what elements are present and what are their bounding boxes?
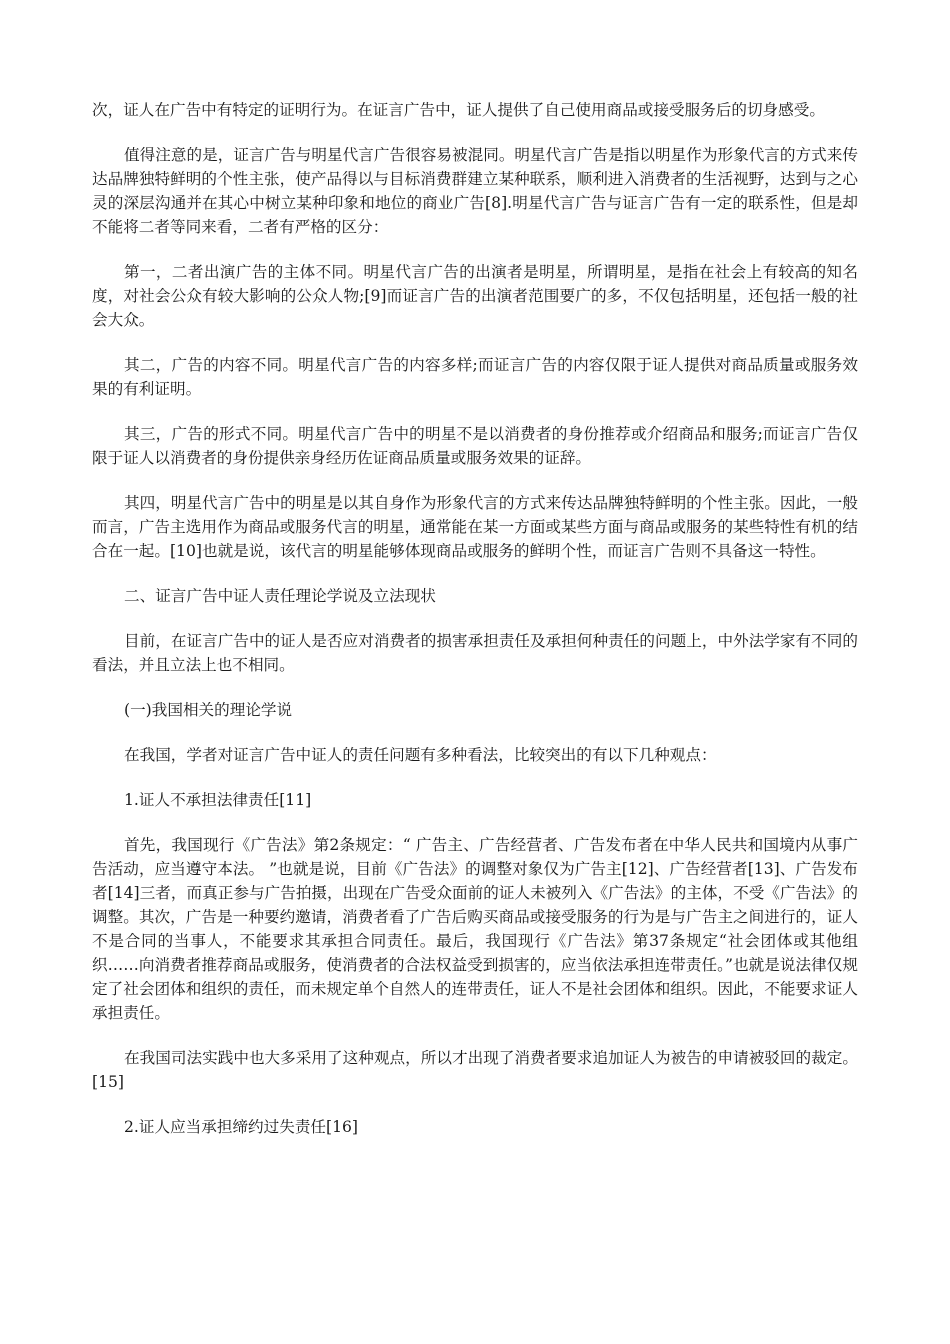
list-heading: 2.证人应当承担缔约过失责任[16] <box>124 1118 359 1136</box>
paragraph: 其四，明星代言广告中的明星是以其自身作为形象代言的方式来传达品牌独特鲜明的个性主张。因此，一般而言，广告主选用作为商品或服务代言的明星，通常能在某一方面或某些方面与商品或服务的某些特性有机的结合在一起。[10]也就是说，该代言的明星能够体现商品或服务的鲜明个性，而证言广告则不具备这一特性。 <box>92 494 858 560</box>
paragraph: 第一，二者出演广告的主体不同。明星代言广告的出演者是明星，所谓明星，是指在社会上有较高的知名度，对社会公众有较大影响的公众人物;[9]而证言广告的出演者范围要广的多，不仅包括明星，还包括一般的社会大众。 <box>92 263 858 329</box>
paragraph: 其二，广告的内容不同。明星代言广告的内容多样;而证言广告的内容仅限于证人提供对商品质量或服务效果的有利证明。 <box>92 356 858 398</box>
subsection-heading: (一)我国相关的理论学说 <box>124 701 293 719</box>
section-heading: 二、证言广告中证人责任理论学说及立法现状 <box>124 587 436 605</box>
paragraph: 值得注意的是，证言广告与明星代言广告很容易被混同。明星代言广告是指以明星作为形象代言的方式来传达品牌独特鲜明的个性主张，使产品得以与目标消费群建立某种联系，顺利进入消费者的生活视野，达到与之心灵的深层沟通并在其心中树立某种印象和地位的商业广告[8].明星代言广告与证言广告有一定的联系性，但是却不能将二者等同来看，二者有严格的区分： <box>92 146 858 236</box>
paragraph: 在我国司法实践中也大多采用了这种观点，所以才出现了消费者要求追加证人为被告的申请被驳回的裁定。[15] <box>92 1049 858 1091</box>
list-heading: 1.证人不承担法律责任[11] <box>124 791 312 809</box>
paragraph: 次，证人在广告中有特定的证明行为。在证言广告中，证人提供了自己使用商品或接受服务后的切身感受。 <box>92 101 825 119</box>
paragraph: 首先，我国现行《广告法》第2条规定：“ 广告主、广告经营者、广告发布者在中华人民共和国境内从事广告活动，应当遵守本法。 ”也就是说，目前《广告法》的调整对象仅为广告主[12]、广告经营者[13]、广告发布者[14]三者，而真正参与广告拍摄，出现在广告受众面前的证人未被列入《广告法》的主体，不受《广告法》的调整。其次，广告是一种要约邀请，消费者看了广告后购买商品或接受服务的行为是与广告主之间进行的，证人不是合同的当事人，不能要求其承担合同责任。最后，我国现行《广告法》第37条规定“社会团体或其他组织……向消费者推荐商品或服务，使消费者的合法权益受到损害的，应当依法承担连带责任。”也就是说法律仅规定了社会团体和组织的责任，而未规定单个自然人的连带责任，证人不是社会团体和组织。因此，不能要求证人承担责任。 <box>92 836 858 1022</box>
paragraph: 在我国，学者对证言广告中证人的责任问题有多种看法，比较突出的有以下几种观点： <box>124 746 717 764</box>
paragraph: 目前，在证言广告中的证人是否应对消费者的损害承担责任及承担何种责任的问题上，中外法学家有不同的看法，并且立法上也不相同。 <box>92 632 858 674</box>
paragraph: 其三，广告的形式不同。明星代言广告中的明星不是以消费者的身份推荐或介绍商品和服务;而证言广告仅限于证人以消费者的身份提供亲身经历佐证商品质量或服务效果的证辞。 <box>92 425 858 467</box>
